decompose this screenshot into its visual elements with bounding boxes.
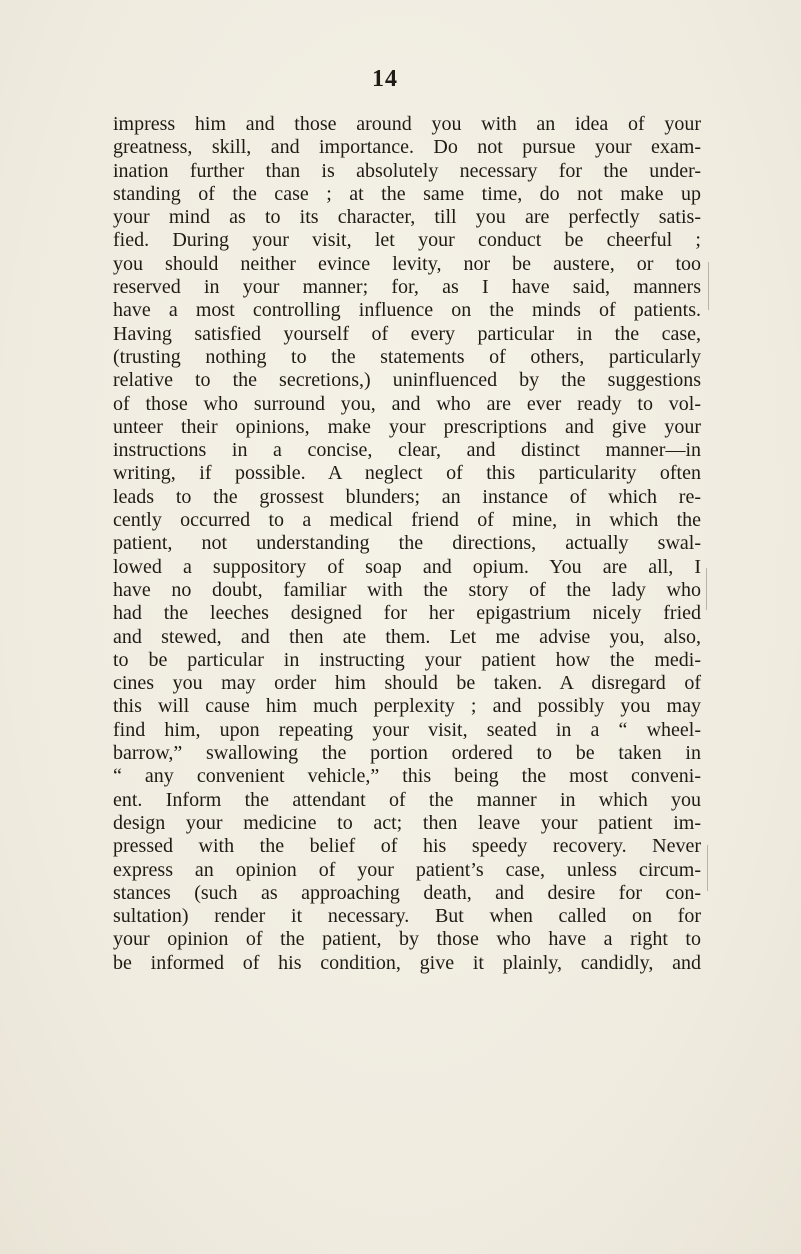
text-line: have no doubt, familiar with the story of the lady who — [113, 578, 701, 601]
text-line: pressed with the belief of his speedy recovery. Never — [113, 835, 701, 858]
text-line: be informed of his condition, give it plainly, candidly, and — [113, 951, 701, 974]
text-line: sultation) render it necessary. But when called on for — [113, 905, 701, 928]
text-line: stances (such as approaching death, and desire for con- — [113, 881, 701, 904]
text-line: cently occurred to a medical friend of mine, in which the — [113, 509, 701, 532]
text-line: and stewed, and then ate them. Let me advise you, also, — [113, 625, 701, 648]
text-line: ent. Inform the attendant of the manner in which you — [113, 788, 701, 811]
text-line: cines you may order him should be taken. A disregard of — [113, 672, 701, 695]
text-line: reserved in your manner; for, as I have said, manners — [113, 276, 701, 299]
text-line: you should neither evince levity, nor be austere, or too — [113, 252, 701, 275]
text-line: find him, upon repeating your visit, seated in a “ wheel- — [113, 718, 701, 741]
text-line: greatness, skill, and importance. Do not pursue your exam- — [113, 136, 701, 159]
text-line: unteer their opinions, make your prescriptions and give your — [113, 415, 701, 438]
text-line: this will cause him much perplexity ; and possibly you may — [113, 695, 701, 718]
text-line: your opinion of the patient, by those who have a right to — [113, 928, 701, 951]
text-line: express an opinion of your patient’s case, unless circum- — [113, 858, 701, 881]
text-line: ination further than is absolutely necessary for the under- — [113, 159, 701, 182]
text-line: patient, not understanding the directions, actually swal- — [113, 532, 701, 555]
text-line: standing of the case ; at the same time, do not make up — [113, 182, 701, 205]
margin-mark — [707, 845, 708, 891]
text-line: to be particular in instructing your patient how the medi- — [113, 648, 701, 671]
text-line: instructions in a concise, clear, and distinct manner—in — [113, 439, 701, 462]
text-line: had the leeches designed for her epigastrium nicely fried — [113, 602, 701, 625]
page-number: 14 — [372, 66, 398, 92]
margin-mark — [706, 568, 707, 610]
text-line: writing, if possible. A neglect of this particularity often — [113, 462, 701, 485]
text-line: relative to the secretions,) uninfluenced by the suggestions — [113, 369, 701, 392]
body-text — [113, 113, 701, 975]
text-line: Having satisfied yourself of every particular in the case, — [113, 322, 701, 345]
text-line: leads to the grossest blunders; an instance of which re- — [113, 485, 701, 508]
margin-mark — [708, 262, 709, 310]
text-line: of those who surround you, and who are ever ready to vol- — [113, 392, 701, 415]
text-line: (trusting nothing to the statements of others, particularly — [113, 345, 701, 368]
text-line: barrow,” swallowing the portion ordered to be taken in — [113, 742, 701, 765]
text-line: design your medicine to act; then leave your patient im- — [113, 811, 701, 834]
text-line: “ any convenient vehicle,” this being the most conveni- — [113, 765, 701, 788]
text-line: lowed a suppository of soap and opium. You are all, I — [113, 555, 701, 578]
text-line: fied. During your visit, let your conduct be cheerful ; — [113, 229, 701, 252]
text-line: your mind as to its character, till you are perfectly satis- — [113, 206, 701, 229]
text-line: have a most controlling influence on the minds of patients. — [113, 299, 701, 322]
text-line: impress him and those around you with an idea of your — [113, 113, 701, 135]
